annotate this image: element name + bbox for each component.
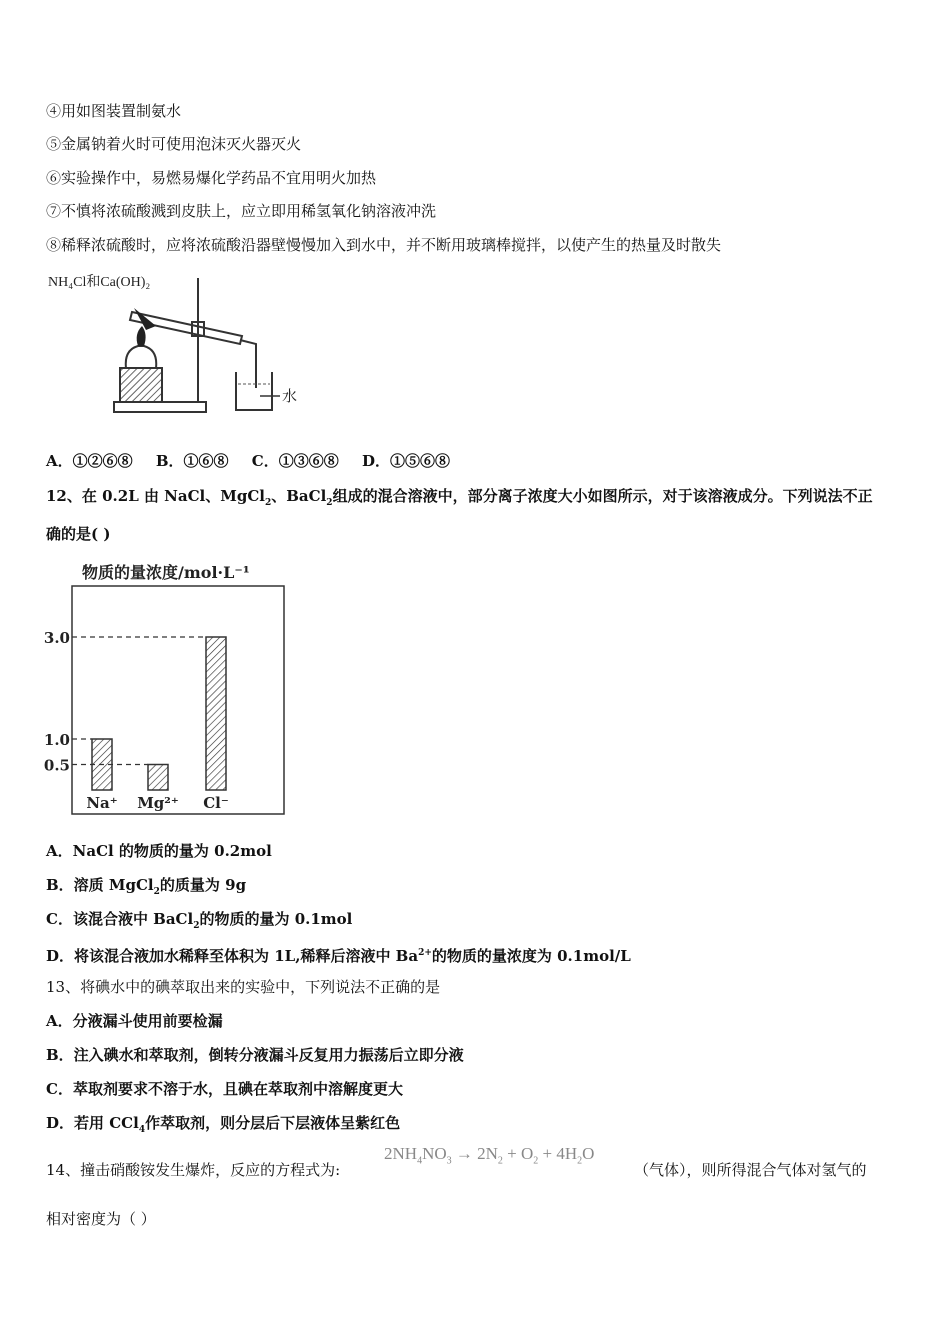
- q14-stem-prefix: 14、撞击硝酸铵发生爆炸，反应的方程式为:: [46, 1161, 341, 1179]
- q12-stem-line2: 确的是( ): [46, 525, 111, 543]
- delivery-tube: [240, 340, 256, 388]
- flame: [137, 326, 146, 346]
- q13-option-b[interactable]: B．注入碘水和萃取剂，倒转分液漏斗反复用力振荡后立即分液: [46, 1046, 464, 1064]
- q11-option-b[interactable]: B．①⑥⑧: [155, 452, 229, 470]
- alcohol-lamp: [126, 346, 157, 368]
- x-label-2: Cl⁻: [203, 794, 229, 812]
- bar-2: [206, 637, 226, 790]
- bar-0: [92, 739, 112, 790]
- q11-option-d[interactable]: D．①⑤⑥⑧: [361, 452, 450, 470]
- q12-option-a[interactable]: A．NaCl 的物质的量为 0.2mol: [46, 842, 272, 860]
- y-ticks: [44, 629, 206, 775]
- x-label-0: Na⁺: [86, 794, 118, 812]
- reagent-solid: [134, 308, 156, 330]
- q14-equation: $2NH_4NO_3 \to 2N_2 + O_2 + 4H_2O$: [384, 1144, 595, 1167]
- statement-8: ⑧稀释浓硫酸时，应将浓硫酸沿器壁慢慢加入到水中，并不断用玻璃棒搅拌，以使产生的热量及时散失: [46, 236, 722, 254]
- statement-6: ⑥实验操作中，易燃易爆化学药品不宜用明火加热: [46, 169, 377, 187]
- q12-stem-line1: 12、在 0.2L 由 NaCl、MgCl$_2$、BaCl$_2$组成的混合溶液中，部分离子浓度大小如图所示，对于该溶液成分。下列说法不正: [46, 487, 873, 508]
- bar-1: [148, 765, 168, 791]
- statement-7: ⑦不慎将浓硫酸溅到皮肤上，应立即用稀氢氧化钠溶液冲洗: [46, 202, 437, 220]
- q13-option-c[interactable]: C．萃取剂要求不溶于水，且碘在萃取剂中溶解度更大: [46, 1080, 403, 1098]
- q12-option-b[interactable]: B．溶质 MgCl$_2$的质量为 9g: [46, 876, 247, 897]
- bars: [92, 637, 226, 790]
- q12-option-c[interactable]: C．该混合液中 BaCl$_2$的物质的量为 0.1mol: [46, 910, 353, 931]
- q14-stem-suffix: （气体），则所得混合气体对氢气的: [634, 1161, 867, 1179]
- reagent-label: NH₄Cl和Ca(OH)₂: [48, 275, 151, 290]
- y-tick-1: 1.0: [44, 731, 70, 749]
- ion-concentration-chart: [44, 558, 294, 820]
- x-labels: [86, 794, 228, 812]
- q14-stem-line2: 相对密度为（ ）: [46, 1210, 156, 1228]
- y-tick-0: 3.0: [44, 629, 70, 647]
- q11-option-c[interactable]: C．①③⑥⑧: [251, 452, 339, 470]
- stand-base: [114, 402, 206, 412]
- q13-option-d[interactable]: D．若用 CCl$_4$作萃取剂，则分层后下层液体呈紫红色: [46, 1114, 401, 1135]
- q11-option-a[interactable]: A．①②⑥⑧: [46, 452, 133, 470]
- statement-5: ⑤金属钠着火时可使用泡沫灭火器灭火: [46, 135, 302, 153]
- q12-option-d[interactable]: D．将该混合液加水稀释至体积为 1L,稀释后溶液中 $Ba^{2+}$的物质的量浓度为 0.1mol/L: [46, 947, 631, 965]
- water-label: 水: [282, 387, 298, 405]
- x-label-1: Mg²⁺: [137, 794, 179, 812]
- heater-block: [120, 368, 162, 402]
- y-tick-2: 0.5: [44, 756, 70, 775]
- statement-4: ④用如图装置制氨水: [46, 102, 182, 120]
- q13-option-a[interactable]: A．分液漏斗使用前要检漏: [46, 1012, 223, 1030]
- q11-options: [46, 451, 468, 471]
- q13-stem: 13、将碘水中的碘萃取出来的实验中，下列说法不正确的是: [46, 978, 441, 996]
- chart-title: 物质的量浓度/mol·L⁻¹: [82, 563, 250, 582]
- ammonia-apparatus-figure: [46, 268, 306, 420]
- beaker: [236, 372, 272, 410]
